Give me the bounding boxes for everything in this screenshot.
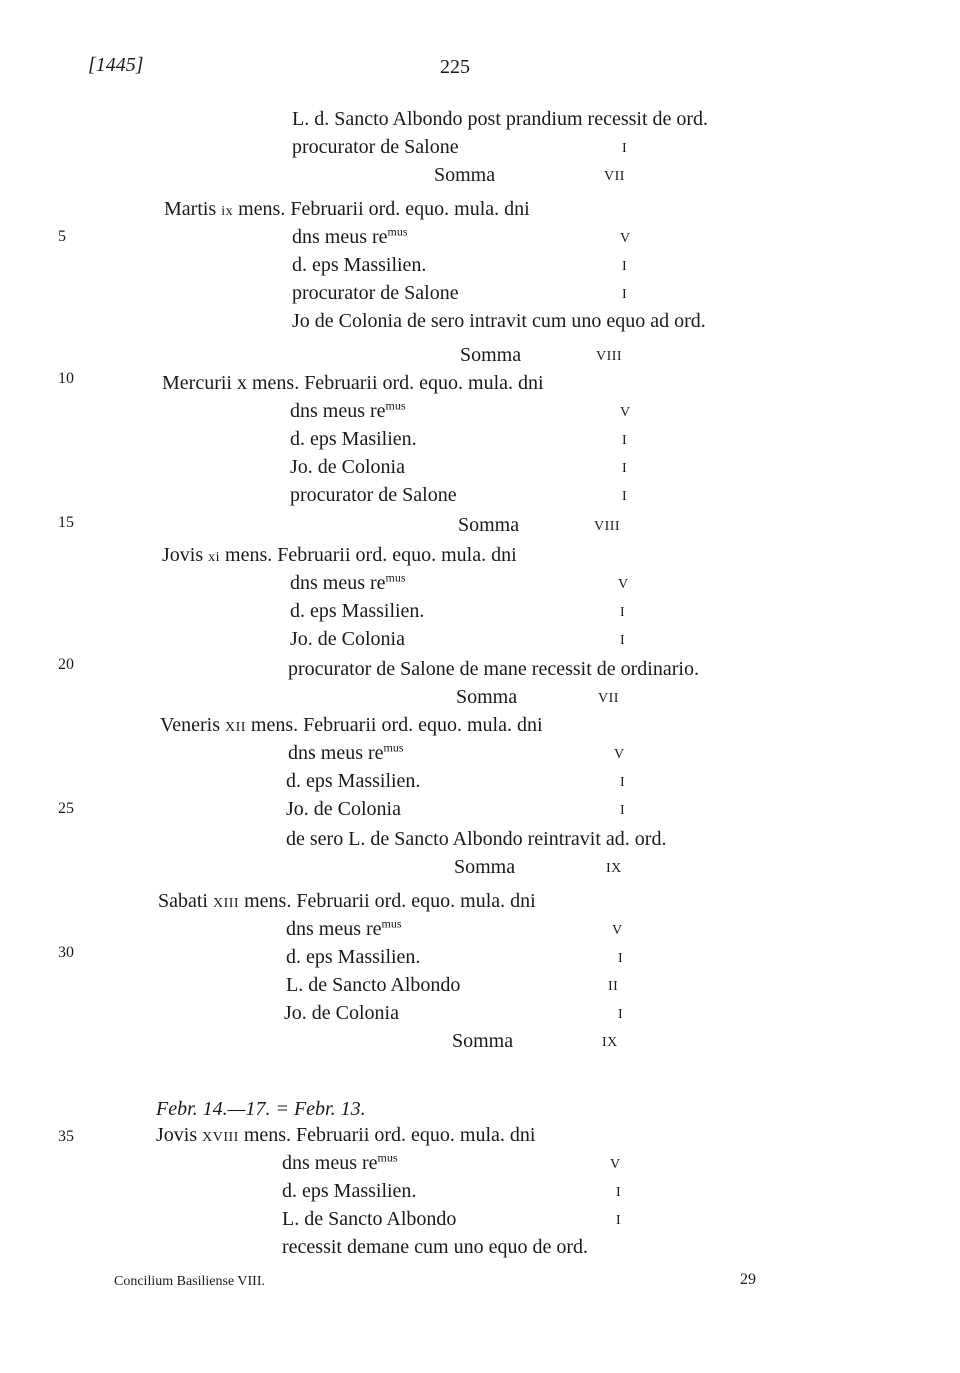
text-line: d. eps Massilien. — [286, 946, 421, 968]
somma-value: VII — [598, 691, 619, 706]
text-line: d. eps Massilien. — [292, 254, 427, 276]
page-number: 225 — [440, 56, 470, 78]
line-number: 25 — [58, 800, 74, 817]
count-value: I — [616, 1185, 622, 1200]
count-value: V — [612, 923, 623, 938]
text-line: dns meus $re^{mus}$ — [290, 570, 406, 594]
text-line: procurator de Salone — [292, 282, 459, 304]
text-line: de sero L. de Sancto Albondo reintravit ad. ord. — [286, 828, 667, 850]
count-value: I — [618, 951, 624, 966]
text-line: procurator de Salone de mane recessit de ordinario. — [288, 658, 699, 680]
day-heading-martis: Martis ix mens. Februarii ord. equo. mula. dni — [164, 198, 530, 220]
text-line: Jo de Colonia de sero intravit cum uno equo ad ord. — [292, 310, 706, 332]
day-heading-sabati: Sabati XIII mens. Februarii ord. equo. mula. dni — [158, 890, 536, 912]
count-value: V — [614, 747, 625, 762]
text-line: dns meus $re^{mus}$ — [286, 916, 402, 940]
count-value: V — [618, 577, 629, 592]
count-value: I — [622, 433, 628, 448]
text-line: L. d. Sancto Albondo post prandium recessit de ord. — [292, 108, 709, 130]
line-number: 35 — [58, 1128, 74, 1145]
text-line: dns meus $re^{mus}$ — [292, 224, 408, 248]
line-number: 30 — [58, 944, 74, 961]
count-value: I — [622, 141, 628, 156]
somma-value: VIII — [596, 349, 623, 364]
text-line: dns meus $re^{mus}$ — [282, 1150, 398, 1174]
text-line: procurator de Salone — [292, 136, 459, 158]
text-line: d. eps Masilien. — [290, 428, 417, 450]
somma-label: Somma — [456, 686, 518, 708]
somma-label: Somma — [434, 164, 496, 186]
count-value: I — [622, 259, 628, 274]
somma-label: Somma — [454, 856, 516, 878]
line-number: 10 — [58, 370, 74, 387]
count-value: I — [622, 489, 628, 504]
text-line: dns meus $re^{mus}$ — [288, 740, 404, 764]
footer-signature: 29 — [740, 1271, 756, 1288]
count-value: I — [620, 775, 626, 790]
text-line: L. de Sancto Albondo — [286, 974, 461, 996]
day-heading-jovis-xviii: Jovis XVIII mens. Februarii ord. equo. mula. dni — [156, 1124, 536, 1146]
day-heading-jovis: Jovis xi mens. Februarii ord. equo. mula. dni — [162, 544, 517, 566]
line-number: 15 — [58, 514, 74, 531]
text-line: Jo. de Colonia — [284, 1002, 399, 1024]
line-number: 20 — [58, 656, 74, 673]
text-line: Jo. de Colonia — [290, 628, 405, 650]
count-value: I — [622, 461, 628, 476]
count-value: I — [620, 605, 626, 620]
count-value: I — [620, 633, 626, 648]
somma-value: VIII — [594, 519, 621, 534]
count-value: V — [620, 405, 631, 420]
count-value: II — [608, 979, 619, 994]
count-value: V — [610, 1157, 621, 1172]
bracket-page-reference: [1445] — [88, 54, 144, 76]
day-heading-mercurii: Mercurii x mens. Februarii ord. equo. mula. dni — [162, 372, 544, 394]
count-value: I — [620, 803, 626, 818]
count-value: V — [620, 231, 631, 246]
day-heading-veneris: Veneris XII mens. Februarii ord. equo. mula. dni — [160, 714, 543, 736]
text-line: L. de Sancto Albondo — [282, 1208, 457, 1230]
somma-value: IX — [606, 861, 622, 876]
somma-label: Somma — [458, 514, 520, 536]
text-line: d. eps Massilien. — [290, 600, 425, 622]
somma-value: VII — [604, 169, 625, 184]
text-line: d. eps Massilien. — [286, 770, 421, 792]
somma-label: Somma — [452, 1030, 514, 1052]
text-line: recessit demane cum uno equo de ord. — [282, 1236, 589, 1258]
text-line: procurator de Salone — [290, 484, 457, 506]
text-line: dns meus $re^{mus}$ — [290, 398, 406, 422]
count-value: I — [618, 1007, 624, 1022]
count-value: I — [616, 1213, 622, 1228]
date-heading: Febr. 14.—17. = Febr. 13. — [156, 1098, 366, 1120]
somma-label: Somma — [460, 344, 522, 366]
count-value: I — [622, 287, 628, 302]
text-line: d. eps Massilien. — [282, 1180, 417, 1202]
line-number: 5 — [58, 228, 66, 245]
text-line: Jo. de Colonia — [290, 456, 405, 478]
footer-volume: Concilium Basiliense VIII. — [114, 1274, 265, 1289]
somma-value: IX — [602, 1035, 618, 1050]
text-line: Jo. de Colonia — [286, 798, 401, 820]
